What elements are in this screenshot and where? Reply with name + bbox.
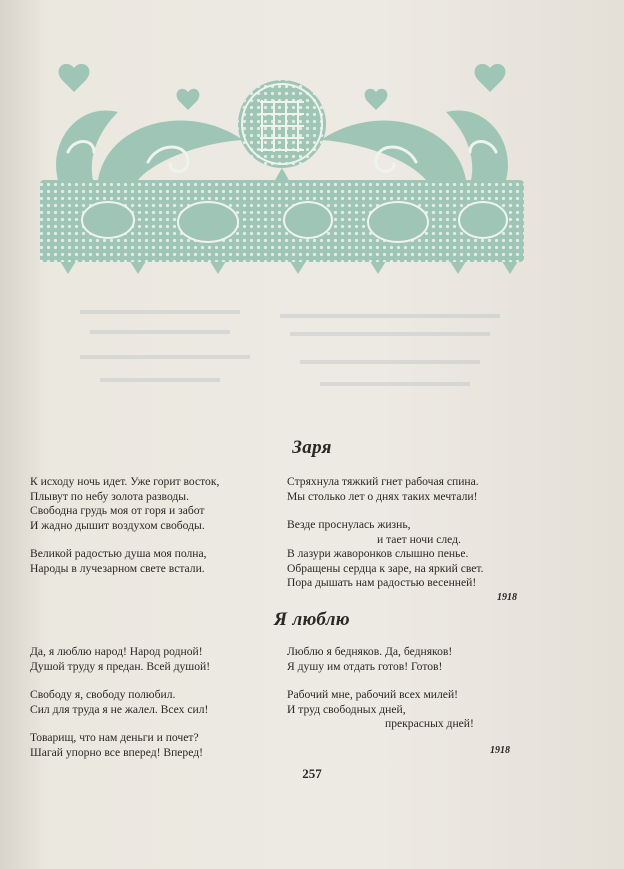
verse-line: Сил для труда я не жалел. Всех сил! bbox=[30, 702, 209, 716]
verse-line: Душой труду я предан. Всей душой! bbox=[30, 659, 211, 673]
verse-line: Свободна грудь моя от горя и забот bbox=[30, 504, 205, 517]
verse-line: Рабочий мне, рабочий всех милей! bbox=[287, 688, 459, 701]
verse-line: Я душу им отдать готов! Готов! bbox=[287, 659, 443, 673]
stanza-gap bbox=[287, 504, 484, 518]
verse-line: Товарищ, что нам деньги и почет? bbox=[30, 731, 199, 744]
poem-stanza-column bbox=[30, 645, 210, 760]
verse-line: Мы столько лет о днях таких мечтали! bbox=[287, 489, 478, 503]
poem-stanza-column bbox=[287, 645, 474, 732]
verse-line: Шагай упорно все вперед! Вперед! bbox=[30, 745, 203, 759]
stanza-gap bbox=[287, 674, 474, 688]
verse-line: К исходу ночь идет. Уже горит восток, bbox=[30, 475, 220, 488]
verse-line: и тает ночи след. bbox=[377, 532, 461, 546]
verse-line: Да, я люблю народ! Народ родной! bbox=[30, 645, 203, 658]
poem-date: 1918 bbox=[497, 592, 517, 603]
verse-line: В лазури жаворонков слышно пенье. bbox=[287, 547, 469, 560]
stanza-gap bbox=[30, 717, 210, 731]
verse-line: Свободу я, свободу полюбил. bbox=[30, 688, 176, 701]
poem-date: 1918 bbox=[490, 745, 510, 756]
poem-title: Заря bbox=[292, 437, 332, 458]
page-number: 257 bbox=[302, 766, 322, 781]
verse-line: И труд свободных дней, bbox=[287, 702, 406, 716]
poem-stanza-column bbox=[287, 475, 484, 591]
verse-line: И жадно дышит воздухом свободы. bbox=[30, 518, 205, 532]
poem-stanza-column bbox=[30, 475, 219, 576]
bleed-through-decoration bbox=[80, 300, 520, 420]
stanza-gap bbox=[30, 533, 219, 547]
verse-line: Великой радостью душа моя полна, bbox=[30, 547, 207, 560]
verse-line: Пора дышать нам радостью весенней! bbox=[287, 576, 477, 589]
verse-line: Люблю я бедняков. Да, бедняков! bbox=[287, 645, 453, 658]
verse-line: прекрасных дней! bbox=[385, 717, 474, 730]
verse-line: Везде проснулась жизнь, bbox=[287, 518, 411, 531]
stanza-gap bbox=[30, 674, 210, 688]
verse-line: Плывут по небу золота разводы. bbox=[30, 489, 189, 503]
poem-title: Я люблю bbox=[274, 609, 350, 630]
verse-line: Народы в лучезарном свете встали. bbox=[30, 561, 205, 575]
verse-line: Обращены сердца к заре, на яркий свет. bbox=[287, 561, 484, 575]
folk-lace-ornament-icon bbox=[38, 62, 526, 284]
verse-line: Стряхнула тяжкий гнет рабочая спина. bbox=[287, 475, 479, 488]
